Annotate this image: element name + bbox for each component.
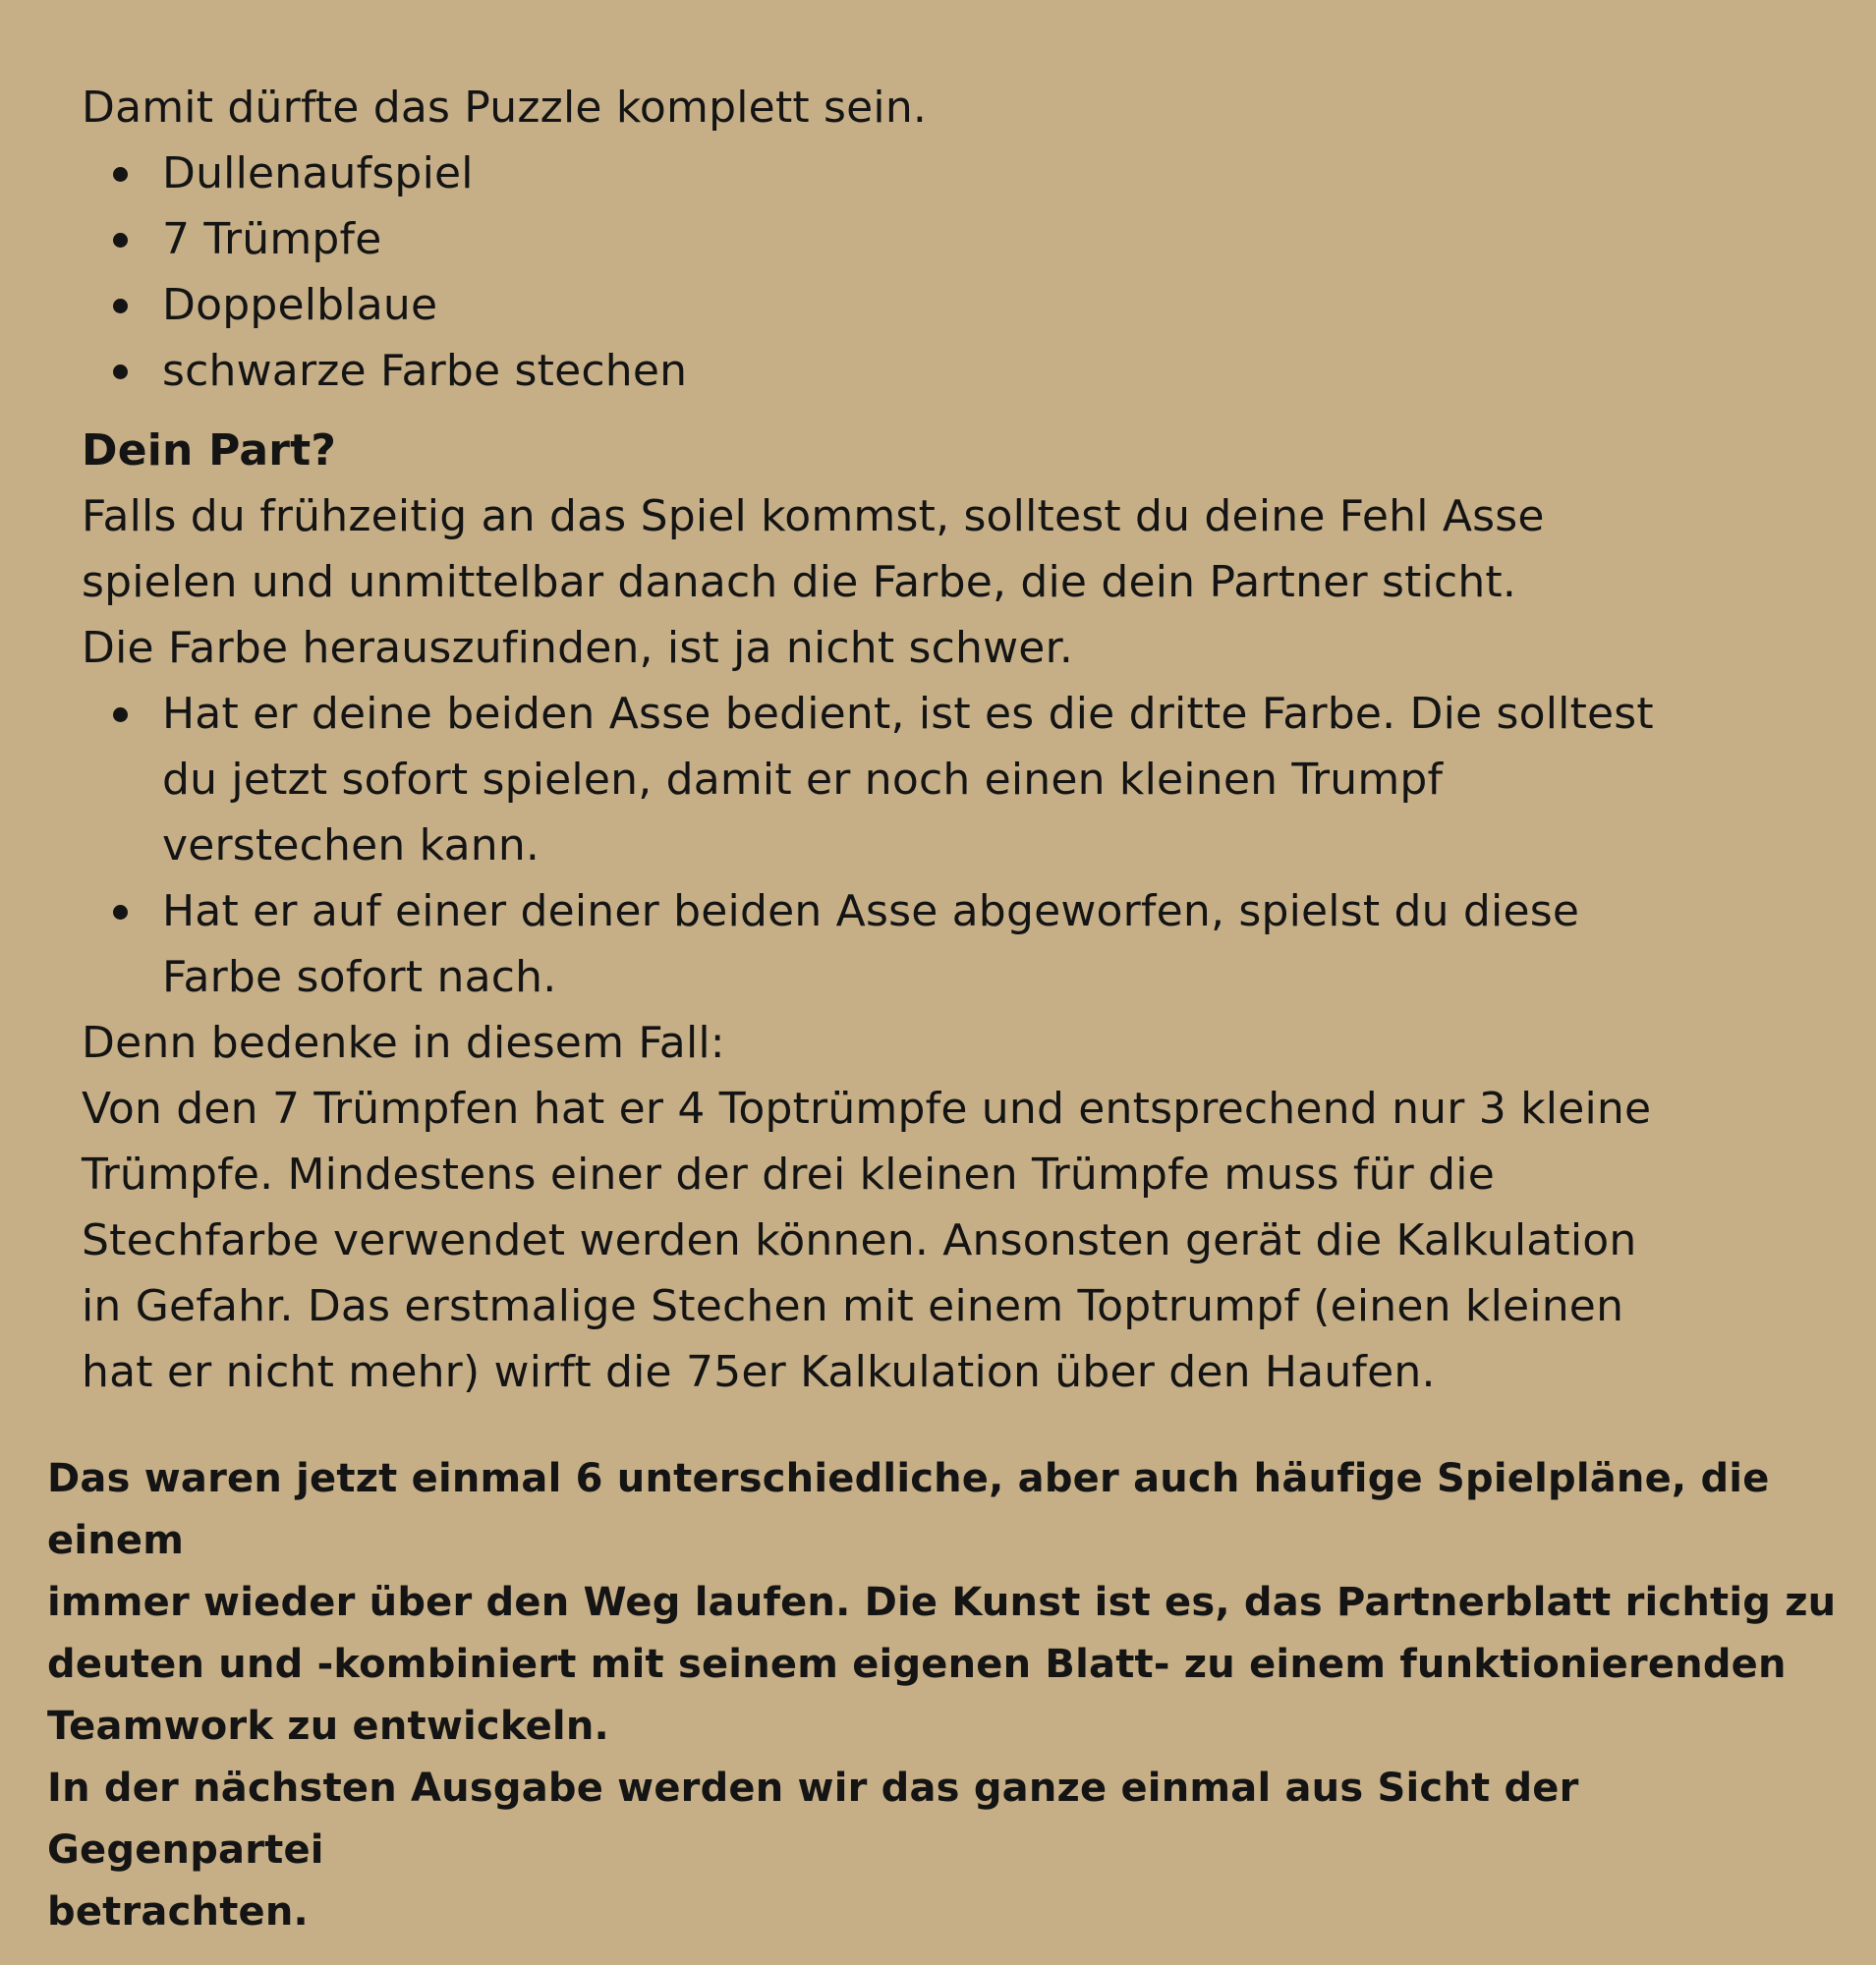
part-line: Die Farbe herauszufinden, ist ja nicht schwer. <box>82 623 1074 673</box>
reason-line: hat er nicht mehr) wirft die 75er Kalkulation über den Haufen. <box>82 1347 1436 1397</box>
part-bullet-item: Hat er auf einer deiner beiden Asse abgeworfen, spielst du diese Farbe sofort nach. <box>82 878 1831 1010</box>
checklist-item: Doppelblaue <box>82 272 1831 338</box>
checklist-item: Dullenaufspiel <box>82 140 1831 206</box>
bullet-icon <box>113 365 128 379</box>
reason-line: Trümpfe. Mindestens einer der drei kleinen Trümpfe muss für die <box>82 1150 1495 1200</box>
summary-line: Teamwork zu entwickeln. <box>47 1704 609 1749</box>
summary-line: In der nächsten Ausgabe werden wir das ganze einmal aus Sicht der Gegenpartei <box>47 1766 1579 1873</box>
summary-line: deuten und -kombiniert mit seinem eigenen Blatt- zu einem funktionierenden <box>47 1642 1787 1687</box>
reason-line: Von den 7 Trümpfen hat er 4 Toptrümpfe und entsprechend nur 3 kleine <box>82 1084 1652 1134</box>
summary-section <box>47 1448 1846 1943</box>
part-line: Falls du frühzeitig an das Spiel kommst, solltest du deine Fehl Asse <box>82 491 1545 541</box>
intro-line: Damit dürfte das Puzzle komplett sein. <box>82 83 928 133</box>
checklist <box>82 140 1831 404</box>
bullet-icon <box>113 707 128 722</box>
part-bullet-item: Hat er deine beiden Asse bedient, ist es die dritte Farbe. Die solltest du jetzt sofort spielen, damit er noch einen kleinen Trumpf verstechen kann. <box>82 681 1831 878</box>
reason-line: in Gefahr. Das erstmalige Stechen mit einem Toptrumpf (einen kleinen <box>82 1281 1624 1331</box>
main-section <box>82 75 1831 1405</box>
checklist-item: 7 Trümpfe <box>82 206 1831 272</box>
part-line: spielen und unmittelbar danach die Farbe, die dein Partner sticht. <box>82 557 1517 607</box>
bullet-icon <box>113 299 128 313</box>
summary-line: betrachten. <box>47 1889 309 1935</box>
bullet-icon <box>113 233 128 248</box>
checklist-item: schwarze Farbe stechen <box>82 338 1831 404</box>
summary-line: Das waren jetzt einmal 6 unterschiedliche, aber auch häufige Spielpläne, die einem <box>47 1456 1770 1563</box>
bullet-icon <box>113 905 128 920</box>
summary-line: immer wieder über den Weg laufen. Die Kunst ist es, das Partnerblatt richtig zu <box>47 1580 1837 1625</box>
part-bullets <box>82 681 1831 1010</box>
bullet-icon <box>113 167 128 182</box>
reason-line: Stechfarbe verwendet werden können. Ansonsten gerät die Kalkulation <box>82 1215 1637 1265</box>
part-heading: Dein Part? <box>82 425 337 476</box>
reason-line: Denn bedenke in diesem Fall: <box>82 1018 725 1068</box>
